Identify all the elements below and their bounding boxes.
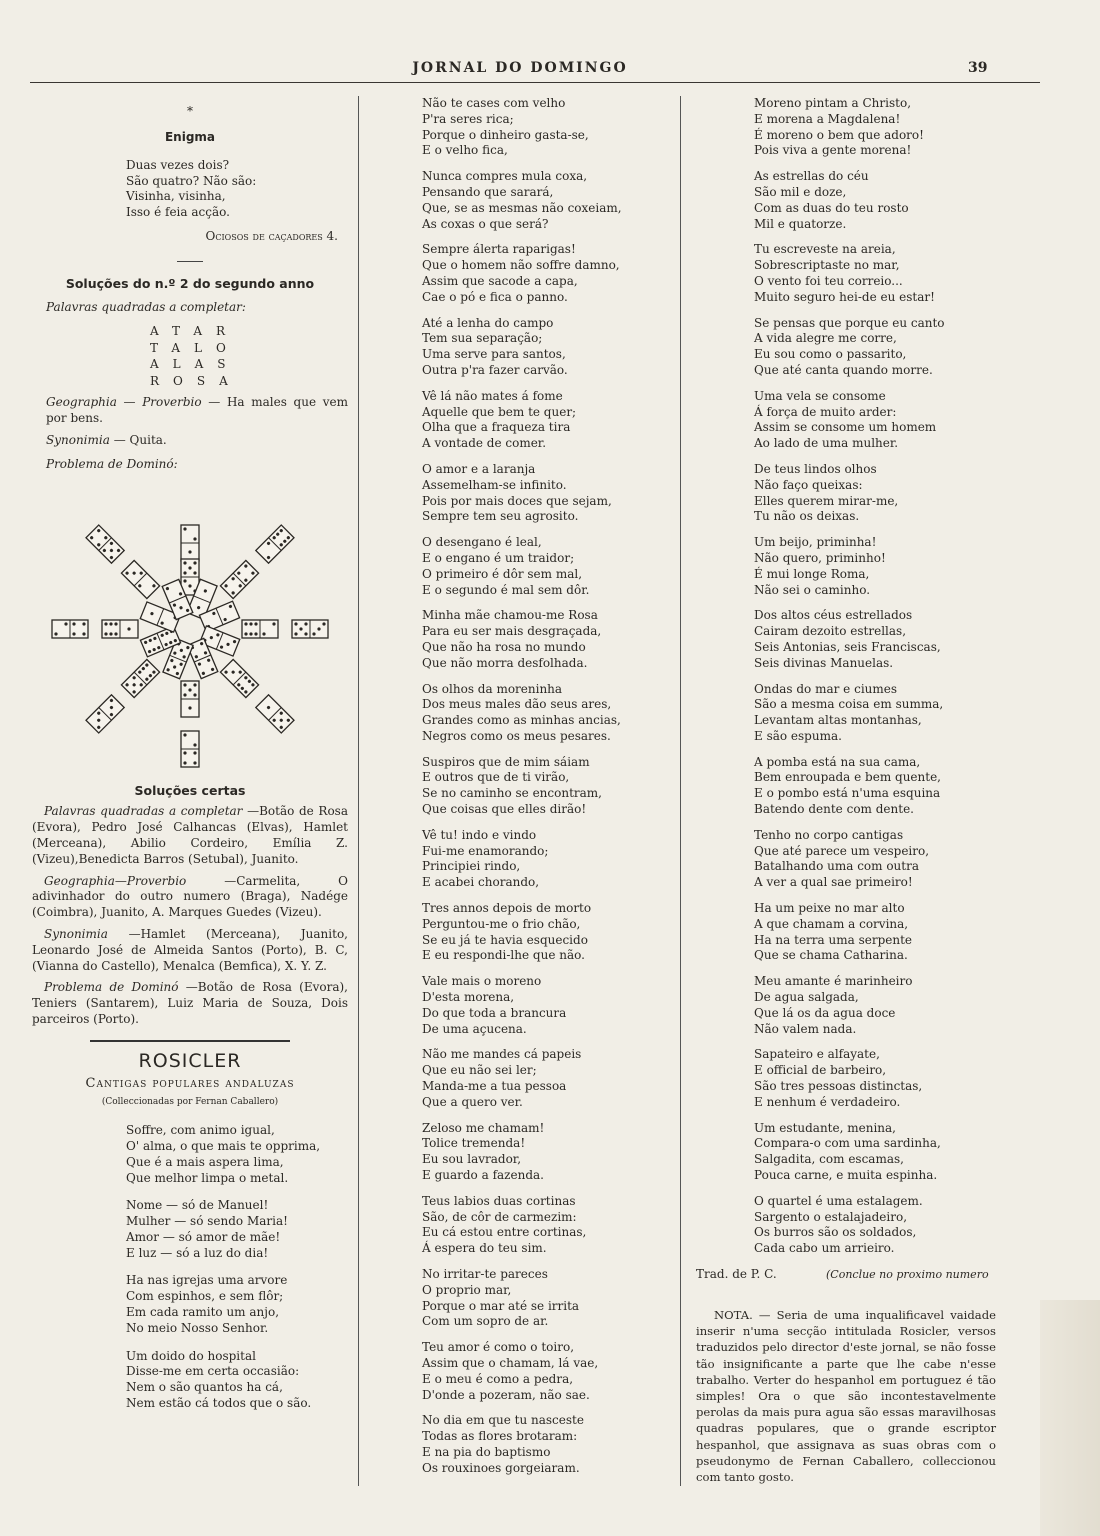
verse-line: Porque o mar até se irrita (422, 1298, 580, 1313)
verse-line: Que não morra desfolhada. (422, 655, 588, 670)
enigma-line: Visinha, visinha, (126, 189, 226, 204)
verse-line: Á espera do teu sim. (422, 1241, 547, 1256)
verse-line: O desengano é leal, (422, 535, 542, 550)
verse-line: P'ra seres rica; (422, 111, 514, 126)
verse-line: E nenhum é verdadeiro. (754, 1094, 901, 1109)
verse-line: Que coisas que elles dirão! (422, 802, 587, 817)
rosicler-stanzas (32, 1123, 348, 1412)
stanza (422, 901, 662, 964)
stanza (696, 901, 996, 964)
stanza (696, 608, 996, 671)
certas-paragraph (32, 874, 348, 921)
verse-line: Nunca compres mula coxa, (422, 169, 588, 184)
verse-line: Tenho no corpo cantigas (754, 827, 904, 842)
verse-line: Meu amante é marinheiro (754, 974, 913, 989)
geografia-solution (32, 395, 348, 427)
stanza (696, 96, 996, 159)
journal-title: JORNAL DO DOMINGO (412, 60, 628, 76)
enigma-title: Enigma (164, 130, 216, 144)
verse-line: Que não ha rosa no mundo (422, 639, 586, 654)
enigma-line: Isso é feia acção. (126, 205, 230, 220)
verse-line: Se no caminho se encontram, (422, 786, 602, 801)
rosicler-subtitle: Cantigas populares andaluzas (85, 1075, 295, 1091)
verse-line: Ao lado de uma mulher. (754, 436, 899, 451)
verse-line: Vê lá não mates á fome (422, 388, 563, 403)
verse-line: Tolice tremenda! (422, 1136, 526, 1151)
verse-line: Sobrescriptaste no mar, (754, 258, 900, 273)
verse-line: E o velho fica, (422, 143, 508, 158)
verse-line: Do que toda a brancura (422, 1005, 567, 1020)
verse-line: Que melhor limpa o metal. (126, 1170, 289, 1185)
verse-line: A que chamam a corvina, (754, 916, 909, 931)
verse-line: Um doido do hospital (126, 1348, 256, 1363)
verse-line: São mil e doze, (754, 184, 847, 199)
verse-line: E official de barbeiro, (754, 1063, 887, 1078)
verse-line: Sempre tem seu agrosito. (422, 509, 579, 524)
word-square (150, 323, 348, 389)
verse-line: Pensando que sarará, (422, 184, 554, 199)
certas-text: Botão de Rosa (Evora), Teniers (Santarem), Luiz Maria de Souza, Dois parceiros (Porto). (32, 980, 349, 1026)
star-ornament: * (187, 104, 193, 118)
verse-line: Que até canta quando morre. (754, 362, 933, 377)
verse-line: Se eu já te havia esquecido (422, 932, 588, 947)
stanza (696, 169, 996, 232)
verse-line: Com um sopro de ar. (422, 1314, 549, 1329)
stanza (696, 462, 996, 525)
verse-line: Não me mandes cá papeis (422, 1047, 582, 1062)
enigma-stanza (32, 158, 348, 221)
page-number: 39 (968, 60, 988, 76)
stanza (696, 974, 996, 1037)
certas-label: Geographia—Proverbio — (44, 873, 237, 888)
verse-line: Que até parece um vespeiro, (754, 843, 930, 858)
certas-text: Carmelita, O adivinhador do outro numero (Braga), Nadége (Coimbra), Juanito, A. Marques Guedes (Vizeu). (32, 873, 348, 920)
verse-line: Não sei o caminho. (754, 582, 871, 597)
verse-line: E o meu é como a pedra, (422, 1371, 574, 1386)
verse-line: Sapateiro e alfayate, (754, 1047, 880, 1062)
stanza (422, 1340, 662, 1403)
verse-line: Elles querem mirar-me, (754, 493, 899, 508)
verse-line: Salgadita, com escamas, (754, 1152, 904, 1167)
verse-line: Sargento o estalajadeiro, (754, 1209, 908, 1224)
verse-line: De agua salgada, (754, 990, 859, 1005)
stanza (422, 1194, 662, 1257)
verse-line: A ver a qual sae primeiro! (754, 875, 913, 890)
verse-line: Principiei rindo, (422, 859, 521, 874)
solucoes-title: Soluções do n.º 2 do segundo anno (65, 275, 315, 291)
certas-paragraph (32, 980, 348, 1027)
verse-line: Pois por mais doces que sejam, (422, 493, 612, 508)
verse-line: E guardo a fazenda. (422, 1168, 544, 1183)
divider (177, 261, 203, 262)
certas-paragraph (32, 927, 348, 974)
verse-line: Tu escreveste na areia, (754, 242, 896, 257)
domino-tile (86, 525, 124, 563)
verse-line: Não te cases com velho (422, 96, 566, 110)
column-divider-2 (680, 96, 681, 1486)
rosicler-note: (Colleccionadas por Fernan Caballero) (101, 1097, 279, 1108)
verse-line: E morena a Magdalena! (754, 111, 901, 126)
verse-line: Ondas do mar e ciumes (754, 681, 898, 696)
column-divider-1 (358, 96, 359, 1486)
verse-line: Compara-o com uma sardinha, (754, 1136, 941, 1151)
domino-tile (86, 694, 124, 732)
verse-line: Eu sou lavrador, (422, 1152, 522, 1167)
verse-line: Não quero, priminho! (754, 550, 886, 565)
syn-text: Quita. (129, 432, 167, 447)
stanza (422, 169, 662, 232)
enigma-line: Duas vezes dois? (126, 157, 230, 172)
verse-line: Nome — só de Manuel! (126, 1198, 269, 1213)
verse-line: No dia em que tu nasceste (422, 1413, 584, 1428)
verse-line: As coxas o que será? (422, 216, 549, 231)
certas-paragraph (32, 804, 348, 867)
verse-line: Batalhando uma com outra (754, 859, 919, 874)
stanza (422, 682, 662, 745)
verse-line: Mulher — só sendo Maria! (126, 1214, 288, 1229)
stanza (696, 755, 996, 818)
verse-line: No irritar-te pareces (422, 1267, 548, 1281)
domino-tile (121, 659, 159, 697)
stanza (32, 1349, 348, 1412)
verse-line: Assim que o chamam, lá vae, (422, 1355, 599, 1370)
stanza (422, 974, 662, 1037)
verse-line: Teus labios duas cortinas (422, 1193, 576, 1208)
stanza (696, 316, 996, 379)
domino-tile (181, 525, 199, 561)
verse-line: Em cada ramito um anjo, (126, 1305, 280, 1320)
word-square-row: ROSA (150, 373, 242, 388)
enigma-signature: Ociosos de caçadores 4. (205, 228, 338, 243)
stanza (422, 535, 662, 598)
verse-line: E são espuma. (754, 728, 842, 743)
verse-line: Assim que sacode a capa, (422, 273, 578, 288)
verse-line: A pomba está na sua cama, (754, 754, 921, 769)
word-square-row: ALAS (150, 357, 240, 372)
verse-line: São, de côr de carmezim: (422, 1209, 577, 1224)
stanza (32, 1198, 348, 1261)
verse-line: Uma vela se consome (754, 388, 886, 403)
domino-star-illustration (32, 479, 348, 779)
verse-line: Com espinhos, e sem flôr; (126, 1289, 284, 1304)
verse-line: Que lá os da agua doce (754, 1005, 896, 1020)
certas-text: Hamlet (Merceana), Juanito, Leonardo José de Almeida Santos (Porto), B. C, (Vianna do Castello), Menalca (Bemfica), X. Y. Z. (32, 926, 348, 973)
stanza (422, 316, 662, 379)
verse-line: Suspiros que de mim sáiam (422, 754, 590, 769)
geo-text: Ha males que vem por bens. (46, 395, 348, 426)
header-rule (30, 82, 1040, 83)
word-square-row: TALO (150, 340, 240, 355)
verse-line: Eu cá estou entre cortinas, (422, 1225, 587, 1240)
verse-line: De teus lindos olhos (754, 461, 877, 476)
verse-line: Seis divinas Manuelas. (754, 655, 894, 670)
stanza (422, 462, 662, 525)
domino-tile (102, 620, 138, 638)
domino-tile (256, 525, 294, 563)
verse-line: Cada cabo um arrieiro. (754, 1241, 895, 1256)
stanza (696, 535, 996, 598)
verse-line: Que eu não sei ler; (422, 1063, 537, 1078)
verse-line: Soffre, com animo igual, (126, 1123, 275, 1138)
verse-line: Dos meus males dão seus ares, (422, 697, 612, 712)
stanza (422, 242, 662, 305)
verse-line: E o segundo é mal sem dôr. (422, 582, 590, 597)
stanza (696, 828, 996, 891)
verse-line: O quartel é uma estalagem. (754, 1193, 923, 1208)
verse-line: Pois viva a gente morena! (754, 143, 912, 158)
verse-line: As estrellas do céu (754, 169, 869, 184)
domino-tile (181, 731, 199, 767)
stanza (696, 1121, 996, 1184)
column-1 (32, 92, 348, 1412)
verse-line: A vontade de comer. (422, 436, 547, 451)
verse-line: E acabei chorando, (422, 875, 540, 890)
verse-line: Os olhos da moreninha (422, 681, 563, 696)
verse-line: O' alma, o que mais te opprima, (126, 1138, 321, 1153)
verse-line: Sempre álerta raparigas! (422, 242, 576, 257)
verse-line: Não valem nada. (754, 1021, 857, 1036)
enigma-line: São quatro? Não são: (126, 173, 257, 188)
geo-label: Geographia — Proverbio — (46, 395, 221, 410)
verse-line: E o pombo está n'uma esquina (754, 786, 941, 801)
verse-line: Com as duas do teu rosto (754, 200, 909, 215)
verse-line: Aquelle que bem te quer; (422, 404, 577, 419)
verse-line: Vê tu! indo e vindo (422, 827, 537, 842)
verse-line: Assim se consome um homem (754, 420, 937, 435)
verse-line: Perguntou-me o frio chão, (422, 916, 581, 931)
verse-line: Cairam dezoito estrellas, (754, 624, 907, 639)
verse-line: E eu respondi-lhe que não. (422, 948, 585, 963)
domino-tile (52, 620, 88, 638)
stanza (32, 1123, 348, 1186)
stanza (422, 1047, 662, 1110)
verse-line: Muito seguro hei-de eu estar! (754, 289, 935, 304)
verse-line: Seis Antonias, seis Franciscas, (754, 639, 941, 654)
stanza (422, 1267, 662, 1330)
verse-line: Pouca carne, e muita espinha. (754, 1168, 938, 1183)
verse-line: Os rouxinoes gorgeiaram. (422, 1460, 580, 1475)
verse-line: Zeloso me chamam! (422, 1120, 545, 1135)
verse-line: O proprio mar, (422, 1282, 512, 1297)
verse-line: Um beijo, priminha! (754, 535, 877, 550)
verse-line: Cae o pó e fica o panno. (422, 289, 568, 304)
verse-line: De uma açucena. (422, 1021, 527, 1036)
verse-line: Até a lenha do campo (422, 315, 554, 330)
verse-line: Tres annos depois de morto (422, 901, 592, 916)
verse-line: Que o homem não soffre damno, (422, 258, 620, 273)
trad-label: Trad. de P. C. (696, 1267, 777, 1281)
stanza (422, 755, 662, 818)
verse-line: Ha nas igrejas uma arvore (126, 1273, 288, 1288)
verse-line: No meio Nosso Senhor. (126, 1320, 269, 1335)
verse-line: Ha um peixe no mar alto (754, 901, 905, 916)
verse-line: Disse-me em certa occasião: (126, 1364, 300, 1379)
verse-line: Porque o dinheiro gasta-se, (422, 127, 589, 142)
verse-line: Um estudante, menina, (754, 1120, 896, 1135)
word-square-row: ATAR (150, 324, 240, 339)
verse-line: Ha na terra uma serpente (754, 932, 913, 947)
certas-label: Palavras quadradas a completar — (44, 804, 260, 819)
domino-lead: Problema de Dominó: (46, 456, 178, 471)
verse-line: Minha mãe chamou-me Rosa (422, 608, 598, 623)
stanza (696, 682, 996, 745)
translation-credit (696, 1267, 996, 1285)
domino-figure (32, 479, 348, 779)
verse-line: Olha que a fraqueza tira (422, 420, 571, 435)
verse-line: Que, se as mesmas não coxeiam, (422, 200, 622, 215)
verse-line: Assemelham-se infinito. (422, 477, 567, 492)
certas-title: Soluções certas (134, 782, 246, 798)
stanza (422, 1413, 662, 1476)
verse-line: É moreno o bem que adoro! (754, 127, 924, 142)
verse-line: D'esta morena, (422, 990, 515, 1005)
domino-tile (181, 681, 199, 717)
nota-paragraph: NOTA. — Seria de uma inqualificavel vaidade inserir n'uma secção intitulada Rosicler, versos traduzidos pelo director d'este jornal, se não fosse tão insignificante a parte que lhe cabe n'esse trabalho. Verter do hespanhol em portuguez é tão simples! Ora o que são incontestavelmente perolas da mais pura agua são essas maravilhosas quadras populares, que o grande escriptor hespanhol, que assignava as suas obras com o pseudonymo de Fernan Caballero, colleccionou com tanto gosto. (696, 1308, 996, 1485)
verse-line: Teu amor é como o toiro, (422, 1340, 575, 1355)
verse-line: Á força de muito arder: (754, 404, 897, 419)
verse-line: Todas as flores brotaram: (422, 1429, 578, 1444)
verse-line: A vida alegre me corre, (754, 331, 897, 346)
verse-line: E na pia do baptismo (422, 1444, 551, 1459)
stanza (696, 242, 996, 305)
certas-label: Synonimia — (44, 926, 141, 941)
verse-line: O primeiro é dôr sem mal, (422, 566, 583, 581)
verse-line: Grandes como as minhas ancias, (422, 713, 621, 728)
verse-line: Tu não os deixas. (754, 509, 860, 524)
verse-line: Fui-me enamorando; (422, 843, 549, 858)
verse-line: Que é a mais aspera lima, (126, 1154, 284, 1169)
verse-line: Que a quero ver. (422, 1094, 523, 1109)
verse-line: É mui longe Roma, (754, 566, 870, 581)
verse-line: Negros como os meus pesares. (422, 728, 611, 743)
verse-line: São tres pessoas distinctas, (754, 1079, 923, 1094)
syn-label: Synonimia — (46, 432, 126, 447)
stanza (422, 608, 662, 671)
domino-tile (220, 659, 258, 697)
stanza (422, 389, 662, 452)
verse-line: Nem estão cá todos que o são. (126, 1396, 312, 1411)
stanza (32, 1273, 348, 1336)
domino-tile (256, 694, 294, 732)
domino-tile (121, 560, 159, 598)
verse-line: Que se chama Catharina. (754, 948, 908, 963)
stanza (422, 96, 662, 159)
verse-line: Bem enroupada e bem quente, (754, 770, 941, 785)
column-3-stanzas (696, 96, 996, 1257)
verse-line: Amor — só amor de mãe! (126, 1229, 281, 1244)
verse-line: Os burros são os soldados, (754, 1225, 917, 1240)
verse-line: E outros que de ti virão, (422, 770, 570, 785)
column-2 (422, 96, 662, 1487)
verse-line: Mil e quatorze. (754, 216, 847, 231)
verse-line: Moreno pintam a Christo, (754, 96, 912, 110)
verse-line: Uma serve para santos, (422, 347, 566, 362)
domino-tile (242, 620, 278, 638)
stanza (422, 828, 662, 891)
domino-tile (220, 560, 258, 598)
verse-line: Eu sou como o passarito, (754, 347, 907, 362)
verse-line: E o engano é um traidor; (422, 550, 575, 565)
verse-line: Não faço queixas: (754, 477, 863, 492)
continues-note: (Conclue no proximo numero (826, 1268, 989, 1281)
column-3 (696, 96, 996, 1485)
palavras-lead: Palavras quadradas a completar: (46, 299, 246, 314)
verse-line: O amor e a laranja (422, 461, 536, 476)
stanza (696, 1047, 996, 1110)
stanza (696, 1194, 996, 1257)
verse-line: Dos altos céus estrellados (754, 608, 913, 623)
verse-line: Batendo dente com dente. (754, 802, 914, 817)
certas-text: Botão de Rosa (Evora), Pedro José Calhancas (Elvas), Hamlet (Merceana), Abilio Cordeiro, Emília Z. (Vizeu),Benedicta Barros (Setubal), Juanito. (32, 804, 348, 866)
section-rule (90, 1040, 290, 1042)
domino-tile (292, 620, 328, 638)
stanza (422, 1121, 662, 1184)
verse-line: Nem o são quantos ha cá, (126, 1380, 283, 1395)
verse-line: Levantam altas montanhas, (754, 713, 922, 728)
verse-line: E luz — só a luz do dia! (126, 1245, 269, 1260)
verse-line: O vento foi teu correio... (754, 273, 903, 288)
verse-line: Outra p'ra fazer carvão. (422, 362, 568, 377)
synonimia-solution (32, 433, 348, 449)
verse-line: São a mesma coisa em summa, (754, 697, 944, 712)
page-fold-shadow (1040, 1300, 1100, 1536)
verse-line: D'onde a pozeram, não sae. (422, 1387, 590, 1402)
verse-line: Se pensas que porque eu canto (754, 315, 945, 330)
verse-line: Tem sua separação; (422, 331, 543, 346)
verse-line: Vale mais o moreno (422, 974, 542, 989)
verse-line: Manda-me a tua pessoa (422, 1079, 567, 1094)
certas-label: Problema de Dominó — (44, 980, 198, 995)
stanza (696, 389, 996, 452)
rosicler-title: ROSICLER (138, 1049, 242, 1072)
verse-line: Para eu ser mais desgraçada, (422, 624, 602, 639)
